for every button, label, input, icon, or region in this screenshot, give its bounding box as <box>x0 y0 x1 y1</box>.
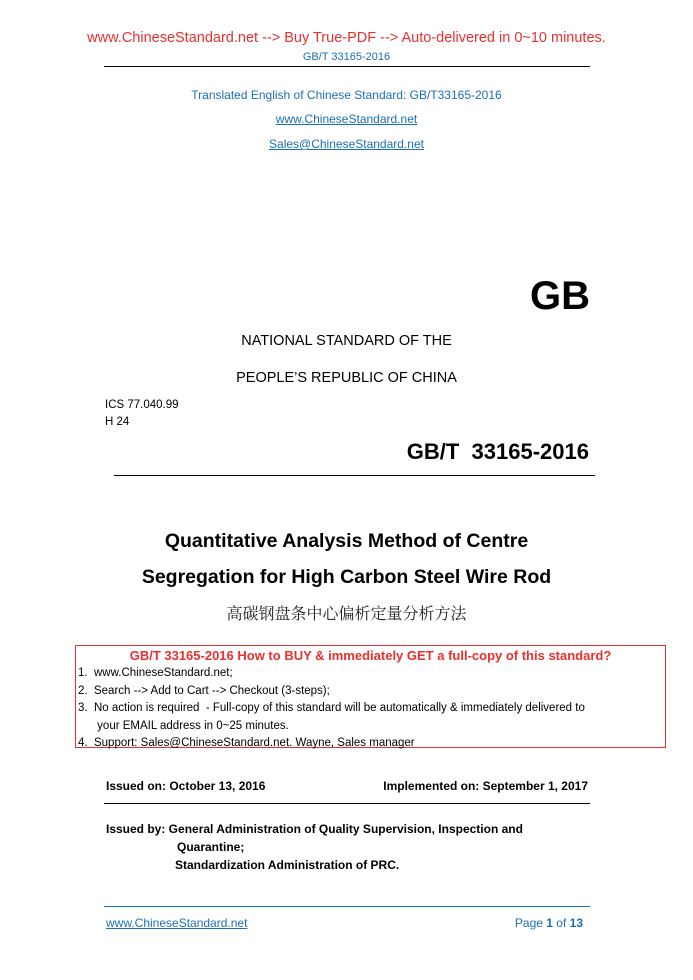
national-standard-line1: NATIONAL STANDARD OF THE <box>241 333 452 349</box>
header-divider <box>104 66 590 67</box>
gb-mark: GB <box>530 274 590 318</box>
dates-divider <box>104 803 590 804</box>
promo-banner[interactable]: www.ChineseStandard.net --> Buy True-PDF --> Auto-delivered in 0~10 minutes. <box>87 30 606 46</box>
page-number <box>515 916 583 930</box>
translated-note: Translated English of Chinese Standard: GB/T33165-2016 <box>191 88 502 102</box>
issuer-block <box>106 820 523 874</box>
title-chinese: 高碳钢盘条中心偏析定量分析方法 <box>226 604 467 623</box>
page-prefix: Page <box>514 916 547 930</box>
page-total: 13 <box>569 916 583 930</box>
footer-divider <box>104 906 590 907</box>
page-of: of <box>552 916 570 930</box>
national-standard-line2: PEOPLE’S REPUBLIC OF CHINA <box>236 370 457 386</box>
buy-step: 2. Search --> Add to Cart --> Checkout (3-steps); <box>78 684 330 697</box>
page-current: 1 <box>546 916 553 930</box>
buy-step: 1. www.ChineseStandard.net; <box>78 667 233 679</box>
buy-steps-list <box>78 665 585 753</box>
footer-website-link[interactable]: www.ChineseStandard.net <box>106 916 248 930</box>
ics-code: ICS 77.040.99 <box>105 399 179 411</box>
implemented-date: Implemented on: September 1, 2017 <box>383 779 588 793</box>
title-line2: Segregation for High Carbon Steel Wire Rod <box>141 566 552 588</box>
email-link[interactable]: Sales@ChineseStandard.net <box>269 137 424 151</box>
buy-step: 3. No action is required - Full-copy of this standard will be automatically & immediately delivered to <box>78 702 585 714</box>
issuer-line2: Quarantine; <box>177 840 245 854</box>
issued-date: Issued on: October 13, 2016 <box>106 779 266 793</box>
buy-step: your EMAIL address in 0~25 minutes. <box>78 719 289 732</box>
header-standard-code: GB/T 33165-2016 <box>302 51 391 63</box>
classification-code: H 24 <box>105 416 130 428</box>
title-line1: Quantitative Analysis Method of Centre <box>164 530 529 552</box>
standard-number: GB/T 33165-2016 <box>406 439 589 464</box>
issuer-line3: Standardization Administration of PRC. <box>175 858 400 872</box>
buy-heading: GB/T 33165-2016 How to BUY & immediately GET a full-copy of this standard? <box>129 648 612 663</box>
buy-instructions-box <box>75 645 666 748</box>
issuer-line1: Issued by: General Administration of Quality Supervision, Inspection and <box>106 822 523 836</box>
website-link[interactable]: www.ChineseStandard.net <box>275 112 418 126</box>
standard-divider <box>114 475 595 476</box>
buy-step: 4. Support: Sales@ChineseStandard.net. Wayne, Sales manager <box>78 737 415 749</box>
